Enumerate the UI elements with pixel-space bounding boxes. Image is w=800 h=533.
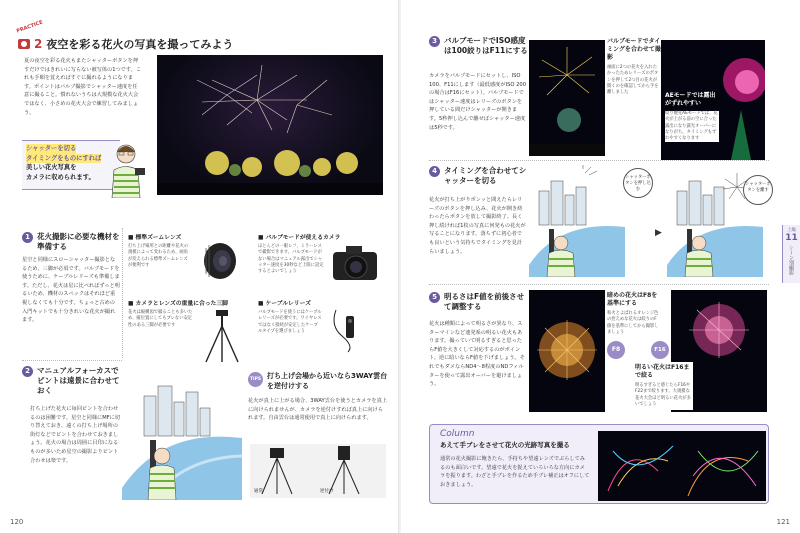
intro-text: 夏の夜空を彩る花火もまたシャッターボタンを押すだけではきれいに写らない被写体の1つです。これも手順を覚えればすぐに撮れるようになります。ポイントはバルブ撮影でシャッター速度を任意に撮ること。慣れないうちは大規模な花火大会ではなく、小さめの花火大会で練習してみましょう。 xyxy=(24,58,142,116)
arrow-right-icon: ▶ xyxy=(655,228,662,238)
release-bubble: シャッターボタンを離す xyxy=(743,175,773,205)
ae-caption-body: 絞り優先AEモードでは、花火が上がる前の空に合った露出になり露光オーバーになりがち。タイミングもずれやすくなります xyxy=(665,111,718,142)
step-4-title: タイミングを合わせてシャッターを切る xyxy=(444,166,527,185)
f8-caption xyxy=(607,292,659,336)
step-4-number: 4 xyxy=(429,166,440,177)
divider xyxy=(429,284,769,285)
gear-release xyxy=(258,298,388,335)
chapter-label: シーン別撮影 xyxy=(788,245,794,275)
gear-release-title: ■ ケーブルレリーズ xyxy=(258,301,311,307)
page-number-right: 121 xyxy=(776,518,790,526)
tips-box xyxy=(248,372,388,500)
f8-badge: F8 xyxy=(607,341,625,359)
chapter-tab xyxy=(782,225,800,283)
bulb-caption-title: バルブモードでタイミングを合わせて撮影 xyxy=(607,38,661,61)
column-label: Column xyxy=(440,429,475,439)
lens-icon xyxy=(198,240,242,282)
bulb-caption xyxy=(607,38,661,96)
step-1-body: 星空と同様にスローシャッター撮影となるため、三脚が必須です。バルブモードを使うために、ケーブルレリーズも準備します。ただし、花火は星に比べればずっと明るいため、機材のスペックはそれほど重視しなくても十分です。ちょっと古めの入門キットでも十分きれいな花火が撮れます。 xyxy=(22,257,120,324)
step-4-header xyxy=(429,166,529,186)
step-2-header xyxy=(22,366,120,396)
f16-badge: F16 xyxy=(651,341,669,359)
gear-lens xyxy=(128,232,258,269)
section-heading xyxy=(15,19,234,52)
column-title: あえて手ブレをさせて花火の光跡写真を撮る xyxy=(440,441,570,449)
step-5-header xyxy=(429,292,529,312)
mf-focus-illustration xyxy=(122,368,242,500)
f16-caption xyxy=(633,362,693,410)
tripod-icon xyxy=(202,308,242,363)
tips-photos xyxy=(250,444,386,498)
gear-lens-body: 打ち上げ場所との距離や花火の規模によって変わるため、画角が変えられる標準ズームレンズが便利です xyxy=(128,244,189,268)
tips-body: 花火が真上に上がる場合、3WAY雲台を使うとカメラを真上に向けられませんが、カメラを逆付けすれば真上に向けられます。自由雲台は通常使用で真上に向けられます。 xyxy=(248,398,387,422)
chapter-level: 上級 xyxy=(787,228,796,233)
step-5-number: 5 xyxy=(429,292,440,303)
gear-tripod-body: 花火は縦構図で撮ることも多いため、縦位置にしてもブレない安定性のある三脚が必要です xyxy=(128,310,193,328)
tips-title: 打ち上げ会場から近いなら3WAY雲台を逆付けする xyxy=(267,372,388,390)
right-page xyxy=(401,0,800,533)
step-3-body: カメラをバルブモードにセットし、ISO 100、F11にします（最低感度がISO 200の場合はF16にセット）。バルブモードではシャッター速度はレリーズのボタンを押している間だけシャッターが開きます。5秒押し込んで離せばシャッター速度は5秒です。 xyxy=(429,73,527,131)
step-1-title: 花火撮影に必要な機材を準備する xyxy=(37,232,120,251)
timing-press-illustration xyxy=(529,165,625,277)
f16-caption-body: 明るすぎると感じたらF16やF22まで絞ります。大規模な花火大会ほど明るい花火が多いでしょう xyxy=(635,383,691,407)
page-number-left: 120 xyxy=(10,518,24,526)
callout-line-3: 美しい花火写真を xyxy=(26,164,77,171)
f16-caption-title: 明るい花火はF16まで絞る xyxy=(635,364,690,379)
callout-line-2: タイミングをものにすれば xyxy=(26,154,102,162)
ae-caption xyxy=(665,92,719,142)
left-page xyxy=(0,0,399,533)
light-trail-photo xyxy=(598,431,766,501)
photographer-illustration xyxy=(104,140,149,198)
callout-line-4: カメラに収められます。 xyxy=(26,173,95,181)
cable-release-icon xyxy=(328,306,368,354)
gear-release-body: バルブモードを使うにはケーブルレリーズが必要です。ワイヤレスではなく接続が安定したケーブルタイプを選びましょう xyxy=(258,310,322,334)
tips-caption-normal: 通常 xyxy=(254,489,263,494)
divider xyxy=(22,360,122,361)
callout-line-1: シャッターを切る xyxy=(26,145,77,152)
camera-icon xyxy=(18,39,30,49)
step-5-title: 明るさはF値を前後させて調整する xyxy=(444,292,525,311)
column-body: 通常の花火撮影に飽きたら、手持ちや望遠レンズでぶらしてみるのも面白いです。望遠で花火を捉えていろいろな方向にカメラを振ります。わざと手ブレを作るため手ブレ補正はオフにしておきましょう。 xyxy=(440,456,590,488)
f8-caption-title: 暗めの花火はF8を基準にする xyxy=(607,292,658,307)
step-3-number: 3 xyxy=(429,36,440,47)
step-3-title: バルブモードでISO感度は100絞りはF11にする xyxy=(444,36,528,55)
hero-fireworks-photo xyxy=(157,55,383,195)
column-box xyxy=(429,424,769,504)
tips-label: TIPS xyxy=(248,372,263,387)
chapter-number: 11 xyxy=(785,233,798,243)
f8-fireworks-photo xyxy=(529,290,605,412)
practice-badge: PRACTICE xyxy=(15,19,44,35)
heading-number: 2 xyxy=(34,37,43,51)
gear-camera-body: ほとんどの一眼レフ、ミラーレスで撮影できます。バルブモードがない場合はマニュアル露出でシャッター速度を30秒など上限に設定するとよいでしょう xyxy=(258,244,324,275)
divider xyxy=(122,228,123,358)
bulb-fireworks-photo xyxy=(529,40,605,156)
gear-tripod xyxy=(128,298,258,329)
ae-caption-title: AEモードでは露出がずれやすい xyxy=(665,92,719,108)
bulb-caption-body: 画面に2つの花火を入れたかったためレリーズのボタンを押して2つ目の花火が開くのを確認してから手を離しました xyxy=(607,65,659,96)
step-1-number: 1 xyxy=(22,232,33,243)
step-4-body: 花火が打ち上がりポンッと間えたらレリーズのボタンを押し込み、花火が開き終わったらボタンを放して撮影終了。長く押し続ければ1枚の写真に何発もの花火が写ることになります。落ちずに初心者でも良いという気持ちでタイミングを見計らいましょう。 xyxy=(429,197,526,255)
step-2-title: マニュアルフォーカスでピントは遠景に合わせておく xyxy=(37,366,120,395)
step-5-body: 花火は種類によって明るさが異なり、スターマインなど連発系の明るい花火もあります。撮っていて明るすぎると思ったらF値を大きくして対応するのがポイント。逆に暗いならF値を下げましょう。それでもダメならND4〜8程度のNDフィルターを使って露出オーバーを避けましょう。 xyxy=(429,321,525,388)
press-bubble: シャッターボタンを押し込む xyxy=(623,168,653,198)
gear-tripod-title: ■ カメラとレンズの重量に合った三脚 xyxy=(128,301,228,307)
step-1-header xyxy=(22,232,120,252)
gear-lens-title: ■ 標準ズームレンズ xyxy=(128,235,182,241)
camera-body-icon xyxy=(330,244,380,282)
f8-caption-body: 和火とよばれるオレンジ色の控えめな花火は絞りのF値を基準にしてから撮影しましょう xyxy=(607,311,659,335)
gear-camera xyxy=(258,232,388,275)
step-3-header xyxy=(429,36,529,56)
divider xyxy=(429,160,769,161)
page-title: 夜空を彩る花火の写真を撮ってみよう xyxy=(46,38,234,51)
gear-camera-title: ■ バルブモードが使えるカメラ xyxy=(258,235,341,241)
step-2-number: 2 xyxy=(22,366,33,377)
tips-caption-reverse: 逆付け xyxy=(320,489,334,494)
step-2-body: 打ち上げた花火に毎回ピントを合わせるのは困難です。星空と同様にMFに切り替えておき、遠くの打ち上げ場所の街灯などでピントを合わせておきましょう。花火の場合は周囲に目印になるものが多いため星空の撮影よりピント合わせは楽です。 xyxy=(30,406,121,464)
